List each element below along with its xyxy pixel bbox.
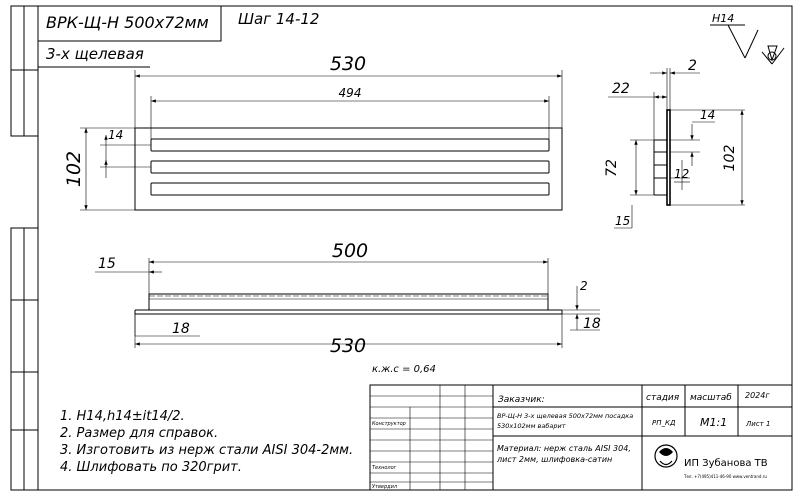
stage-value: РП_КД bbox=[652, 419, 676, 427]
slot-length-dimension: 494 bbox=[338, 86, 362, 100]
role-technologist: Технолог bbox=[372, 465, 397, 471]
side-flange-dimension: 15 bbox=[615, 214, 631, 228]
description-line-2: 530х102мм вабарит bbox=[497, 422, 566, 430]
note-3: 3. Изготовить из нерж стали AISI 304-2мм. bbox=[60, 443, 354, 458]
side-thickness-dimension: 2 bbox=[688, 58, 697, 74]
subtitle-label: 3-х щелевая bbox=[46, 45, 144, 63]
note-1: 1. H14,h14±it14/2. bbox=[60, 409, 185, 424]
bottom-inner-width-dimension: 500 bbox=[331, 240, 369, 262]
customer-label: Заказчик: bbox=[498, 395, 545, 405]
bottom-overall-width-dimension: 530 bbox=[329, 335, 367, 357]
front-height-dimension: 102 bbox=[63, 150, 85, 188]
front-view bbox=[63, 53, 562, 210]
company-name: ИП Зубанова ТВ bbox=[684, 458, 768, 469]
material-line-1: Материал: нерж сталь AISI 304, bbox=[497, 444, 631, 453]
role-approved: Утвердил bbox=[372, 484, 398, 490]
roughness-label: H14 bbox=[712, 12, 735, 25]
side-overall-height-dimension: 102 bbox=[722, 144, 738, 172]
note-4: 4. Шлифовать по 320грит. bbox=[60, 460, 242, 475]
roughness-symbol bbox=[710, 12, 784, 64]
year-label: 2024г bbox=[745, 391, 770, 400]
side-slot-gap-dimension: 12 bbox=[674, 167, 690, 181]
bottom-flange-dimension: 18 bbox=[172, 321, 190, 337]
free-area-note: к.ж.с = 0,64 bbox=[372, 364, 436, 375]
scale-header: масштаб bbox=[690, 393, 732, 403]
description-line-1: ВР-Щ-Н 3-х щелевая 500х72мм посадка bbox=[497, 412, 634, 420]
title-block bbox=[370, 385, 792, 490]
bottom-offset-dimension: 15 bbox=[98, 256, 116, 272]
drawing-title: ВРК-Щ-Н 500х72мм bbox=[46, 13, 209, 32]
notes-list bbox=[60, 409, 353, 475]
sheet-value: Лист 1 bbox=[746, 420, 771, 428]
side-depth-dimension: 22 bbox=[612, 81, 630, 97]
front-width-dimension: 530 bbox=[329, 53, 367, 75]
side-slot-pitch-dimension: 14 bbox=[700, 108, 716, 122]
side-inner-height-dimension: 72 bbox=[604, 159, 620, 177]
bottom-view bbox=[95, 240, 601, 357]
title-box bbox=[38, 6, 319, 67]
scale-value: М1:1 bbox=[700, 416, 728, 429]
note-2: 2. Размер для справок. bbox=[60, 426, 219, 441]
side-view bbox=[604, 58, 745, 228]
stage-header: стадия bbox=[646, 393, 680, 403]
bottom-thickness-dimension: 2 bbox=[580, 279, 588, 293]
slot-pitch-dimension: 14 bbox=[108, 128, 124, 142]
company-logo-icon bbox=[655, 445, 677, 467]
bottom-flange-right-dimension: 18 bbox=[583, 316, 601, 332]
material-line-2: лист 2мм, шлифовка-сатин bbox=[497, 455, 613, 464]
role-constructor: Конструктор bbox=[372, 421, 406, 427]
step-label: Шаг 14-12 bbox=[238, 10, 320, 28]
company-contacts: Тел. +7(495)411-46-90 www.ventrand.ru bbox=[684, 474, 767, 479]
